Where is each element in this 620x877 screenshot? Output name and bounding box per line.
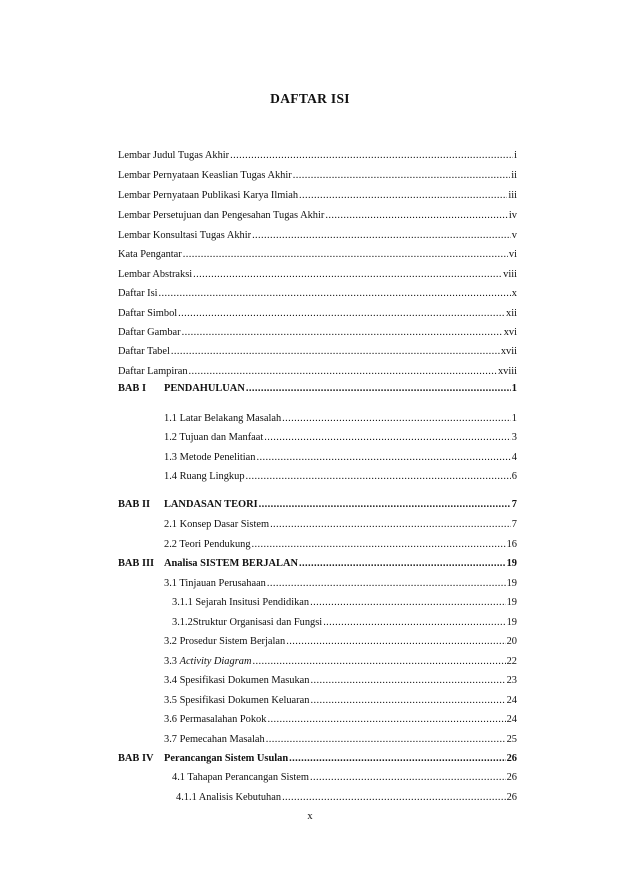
toc-entry[interactable] xyxy=(118,268,517,282)
toc-subentry-page: 24 xyxy=(506,695,517,706)
chapter-heading[interactable] xyxy=(118,498,517,512)
toc-subsubentry[interactable] xyxy=(176,791,517,805)
chapter-heading[interactable] xyxy=(118,382,517,396)
toc-entry[interactable] xyxy=(118,345,517,359)
toc-subentry[interactable] xyxy=(164,470,517,484)
section-title-italic: Activity Diagram xyxy=(179,656,252,667)
toc-subentry-page: 26 xyxy=(506,772,517,783)
chapter-page: 26 xyxy=(506,753,517,764)
chapter-title: Analisa SISTEM BERJALAN xyxy=(164,558,298,569)
dot-leader xyxy=(266,733,506,747)
chapter-page: 1 xyxy=(511,383,517,394)
toc-entry-page: i xyxy=(514,150,517,161)
toc-subentry-page: 23 xyxy=(506,675,517,686)
toc-entry-page: iii xyxy=(508,190,517,201)
chapter-number: BAB III xyxy=(118,558,155,569)
dot-leader xyxy=(325,209,508,223)
toc-subentry-page: 19 xyxy=(506,578,517,589)
dot-leader xyxy=(299,557,506,571)
toc-subentry[interactable] xyxy=(164,674,517,688)
toc-subentry[interactable] xyxy=(164,655,517,669)
toc-entry-page: iv xyxy=(508,210,517,221)
toc-entry-label: Lembar Abstraksi xyxy=(118,269,193,280)
toc-subentry[interactable] xyxy=(172,771,517,785)
toc-subentry-label: 3.6 Permasalahan Pokok xyxy=(164,714,267,725)
toc-entry-label: Lembar Judul Tugas Akhir xyxy=(118,150,230,161)
toc-entry-label: Lembar Persetujuan dan Pengesahan Tugas Akhir xyxy=(118,210,325,221)
dot-leader xyxy=(189,365,497,379)
toc-subentry-label xyxy=(164,655,251,669)
toc-subsubentry-page: 19 xyxy=(506,597,517,608)
toc-subsubentry-label: 3.1.2Struktur Organisasi dan Fungsi xyxy=(172,617,323,628)
dot-leader xyxy=(264,431,511,445)
toc-entry-label: Daftar Lampiran xyxy=(118,366,188,377)
chapter-title: PENDAHULUAN xyxy=(164,383,245,394)
dot-leader xyxy=(310,596,506,610)
toc-entry-label: Kata Pengantar xyxy=(118,249,182,260)
toc-subentry-label: 3.2 Prosedur Sistem Berjalan xyxy=(164,636,286,647)
toc-subsubentry-label: 4.1.1 Analisis Kebutuhan xyxy=(176,792,282,803)
chapter-number: BAB I xyxy=(118,383,147,394)
toc-entry[interactable] xyxy=(118,229,517,243)
dot-leader xyxy=(182,326,503,340)
toc-entry-label: Daftar Tabel xyxy=(118,346,170,357)
chapter-number: BAB IV xyxy=(118,753,154,764)
toc-subentry-label: 1.4 Ruang Lingkup xyxy=(164,471,245,482)
toc-entry-page: xvi xyxy=(503,327,517,338)
chapter-title: Perancangan Sistem Usulan xyxy=(164,753,289,764)
dot-leader xyxy=(267,577,506,591)
dot-leader xyxy=(230,149,513,163)
dot-leader xyxy=(252,538,506,552)
toc-entry-label: Daftar Simbol xyxy=(118,308,178,319)
toc-subentry-label: 1.2 Tujuan dan Manfaat xyxy=(164,432,264,443)
toc-subentry-label: 3.4 Spesifikasi Dokumen Masukan xyxy=(164,675,310,686)
dot-leader xyxy=(178,307,505,321)
toc-entry[interactable] xyxy=(118,307,517,321)
toc-subentry-label: 3.1 Tinjauan Perusahaan xyxy=(164,578,266,589)
page-number-footer: x xyxy=(307,811,313,822)
dot-leader xyxy=(171,345,500,359)
dot-leader xyxy=(252,229,511,243)
toc-entry-page: xvii xyxy=(500,346,517,357)
dot-leader xyxy=(289,752,505,766)
toc-subentry-label: 3.7 Pemecahan Masalah xyxy=(164,734,265,745)
dot-leader xyxy=(193,268,502,282)
toc-entry[interactable] xyxy=(118,365,517,379)
dot-leader xyxy=(323,616,505,630)
chapter-label xyxy=(118,557,298,571)
toc-subentry-page: 6 xyxy=(511,471,517,482)
dot-leader xyxy=(256,451,510,465)
toc-subentry[interactable] xyxy=(164,694,517,708)
toc-entry-page: vi xyxy=(508,249,517,260)
toc-subentry[interactable] xyxy=(164,635,517,649)
toc-subentry-page: 1 xyxy=(511,413,517,424)
toc-subentry[interactable] xyxy=(164,577,517,591)
toc-entry-label: Daftar Gambar xyxy=(118,327,181,338)
dot-leader xyxy=(282,791,506,805)
toc-subentry-page: 16 xyxy=(506,539,517,550)
chapter-heading[interactable] xyxy=(118,752,517,766)
dot-leader xyxy=(310,771,506,785)
toc-entry-label: Daftar Isi xyxy=(118,288,158,299)
toc-entry[interactable] xyxy=(118,169,517,183)
dot-leader xyxy=(183,248,508,262)
toc-subentry-page: 20 xyxy=(506,636,517,647)
toc-subsubentry-page: 19 xyxy=(506,617,517,628)
chapter-label xyxy=(118,382,245,396)
chapter-page: 19 xyxy=(506,558,517,569)
dot-leader xyxy=(159,287,511,301)
toc-entry-page: xviii xyxy=(497,366,517,377)
toc-entry-page: v xyxy=(511,230,517,241)
toc-subentry-page: 3 xyxy=(511,432,517,443)
dot-leader xyxy=(246,382,511,396)
dot-leader xyxy=(270,518,511,532)
toc-entry[interactable] xyxy=(118,326,517,340)
dot-leader xyxy=(246,470,511,484)
toc-entry-label: Lembar Pernyataan Keaslian Tugas Akhir xyxy=(118,170,292,181)
toc-subentry-label: 2.2 Teori Pendukung xyxy=(164,539,251,550)
toc-subentry-label: 1.1 Latar Belakang Masalah xyxy=(164,413,282,424)
toc-subentry[interactable] xyxy=(164,451,517,465)
toc-subentry[interactable] xyxy=(164,713,517,727)
toc-subsubentry-label: 3.1.1 Sejarah Insitusi Pendidikan xyxy=(172,597,310,608)
dot-leader xyxy=(293,169,511,183)
toc-subentry-page: 7 xyxy=(511,519,517,530)
toc-entry[interactable] xyxy=(118,209,517,223)
toc-subentry[interactable] xyxy=(164,733,517,747)
chapter-number: BAB II xyxy=(118,499,151,510)
toc-subsubentry[interactable] xyxy=(172,616,517,630)
toc-subsubentry[interactable] xyxy=(172,596,517,610)
chapter-page: 7 xyxy=(511,499,517,510)
toc-subentry[interactable] xyxy=(164,412,517,426)
toc-entry[interactable] xyxy=(118,287,517,301)
section-number: 3.3 xyxy=(164,656,180,667)
dot-leader xyxy=(286,635,505,649)
toc-entry-page: ii xyxy=(511,170,517,181)
dot-leader xyxy=(252,655,505,669)
chapter-label xyxy=(118,752,288,766)
toc-entry-page: viii xyxy=(503,269,517,280)
toc-subentry-label: 1.3 Metode Penelitian xyxy=(164,452,256,463)
toc-entry-page: xii xyxy=(506,308,517,319)
toc-subentry-label: 4.1 Tahapan Perancangan Sistem xyxy=(172,772,310,783)
toc-entry-label: Lembar Konsultasi Tugas Akhir xyxy=(118,230,252,241)
toc-entry[interactable] xyxy=(118,149,517,163)
dot-leader xyxy=(310,674,505,688)
toc-subentry[interactable] xyxy=(164,431,517,445)
toc-subentry-page: 22 xyxy=(506,656,517,667)
dot-leader xyxy=(299,189,507,203)
toc-entry-label: Lembar Pernyataan Publikasi Karya Ilmiah xyxy=(118,190,299,201)
chapter-heading[interactable] xyxy=(118,557,517,571)
toc-entry-page: x xyxy=(511,288,517,299)
toc-subentry[interactable] xyxy=(164,518,517,532)
chapter-title: LANDASAN TEORI xyxy=(164,499,258,510)
toc-entry[interactable] xyxy=(118,248,517,262)
toc-subentry-page: 25 xyxy=(506,734,517,745)
toc-subentry[interactable] xyxy=(164,538,517,552)
dot-leader xyxy=(310,694,505,708)
toc-subentry-page: 4 xyxy=(511,452,517,463)
toc-entry[interactable] xyxy=(118,189,517,203)
toc-subentry-label: 2.1 Konsep Dasar Sistem xyxy=(164,519,270,530)
toc-subsubentry-page: 26 xyxy=(506,792,517,803)
dot-leader xyxy=(267,713,505,727)
chapter-label xyxy=(118,498,258,512)
dot-leader xyxy=(259,498,511,512)
toc-subentry-label: 3.5 Spesifikasi Dokumen Keluaran xyxy=(164,695,310,706)
toc-subentry-page: 24 xyxy=(506,714,517,725)
dot-leader xyxy=(282,412,511,426)
page-title: DAFTAR ISI xyxy=(270,91,350,106)
